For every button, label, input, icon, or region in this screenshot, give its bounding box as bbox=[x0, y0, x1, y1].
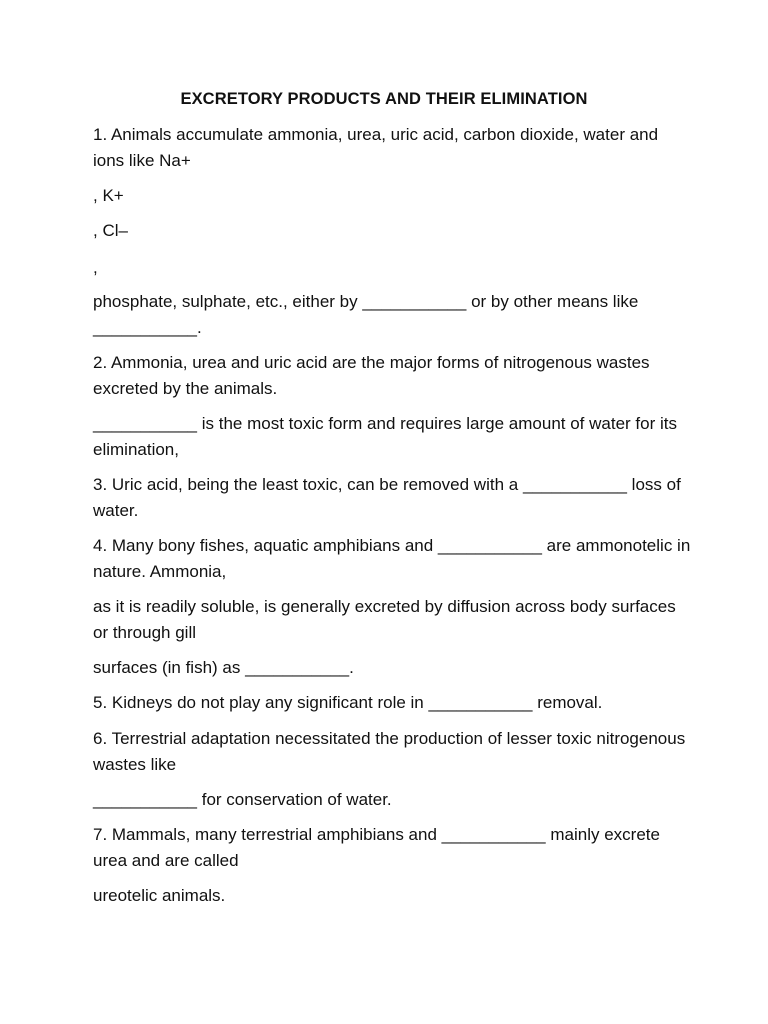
paragraph-7: 7. Mammals, many terrestrial amphibians and ___________ mainly excrete urea and are called bbox=[93, 825, 660, 870]
paragraph-3: 3. Uric acid, being the least toxic, can be removed with a ___________ loss of water. bbox=[93, 475, 681, 520]
paragraph-2-continued: ___________ is the most toxic form and requires large amount of water for its elimination, bbox=[93, 414, 677, 459]
paragraph-1: 1. Animals accumulate ammonia, urea, uric acid, carbon dioxide, water and ions like Na+ bbox=[93, 125, 659, 170]
paragraph-6-continued: ___________ for conservation of water. bbox=[93, 790, 392, 809]
paragraph-4: 4. Many bony fishes, aquatic amphibians and ___________ are ammonotelic in nature. Ammonia, bbox=[93, 536, 691, 581]
paragraph-comma: , bbox=[93, 258, 98, 277]
paragraph-4-continued-b: surfaces (in fish) as ___________. bbox=[93, 658, 354, 677]
paragraph-6: 6. Terrestrial adaptation necessitated the production of lesser toxic nitrogenous wastes like bbox=[93, 729, 686, 774]
paragraph-1-continued: phosphate, sulphate, etc., either by ___________ or by other means like ___________. bbox=[93, 292, 639, 337]
document-title: EXCRETORY PRODUCTS AND THEIR ELIMINATION bbox=[180, 90, 588, 108]
paragraph-7-continued: ureotelic animals. bbox=[93, 886, 226, 905]
paragraph-4-continued-a: as it is readily soluble, is generally excreted by diffusion across body surfaces or through gill bbox=[93, 597, 676, 642]
paragraph-k-ion: , K+ bbox=[93, 186, 124, 205]
paragraph-cl-ion: , Cl– bbox=[93, 221, 128, 240]
paragraph-5: 5. Kidneys do not play any significant role in ___________ removal. bbox=[93, 693, 603, 712]
paragraph-2: 2. Ammonia, urea and uric acid are the major forms of nitrogenous wastes excreted by the animals. bbox=[93, 353, 650, 398]
